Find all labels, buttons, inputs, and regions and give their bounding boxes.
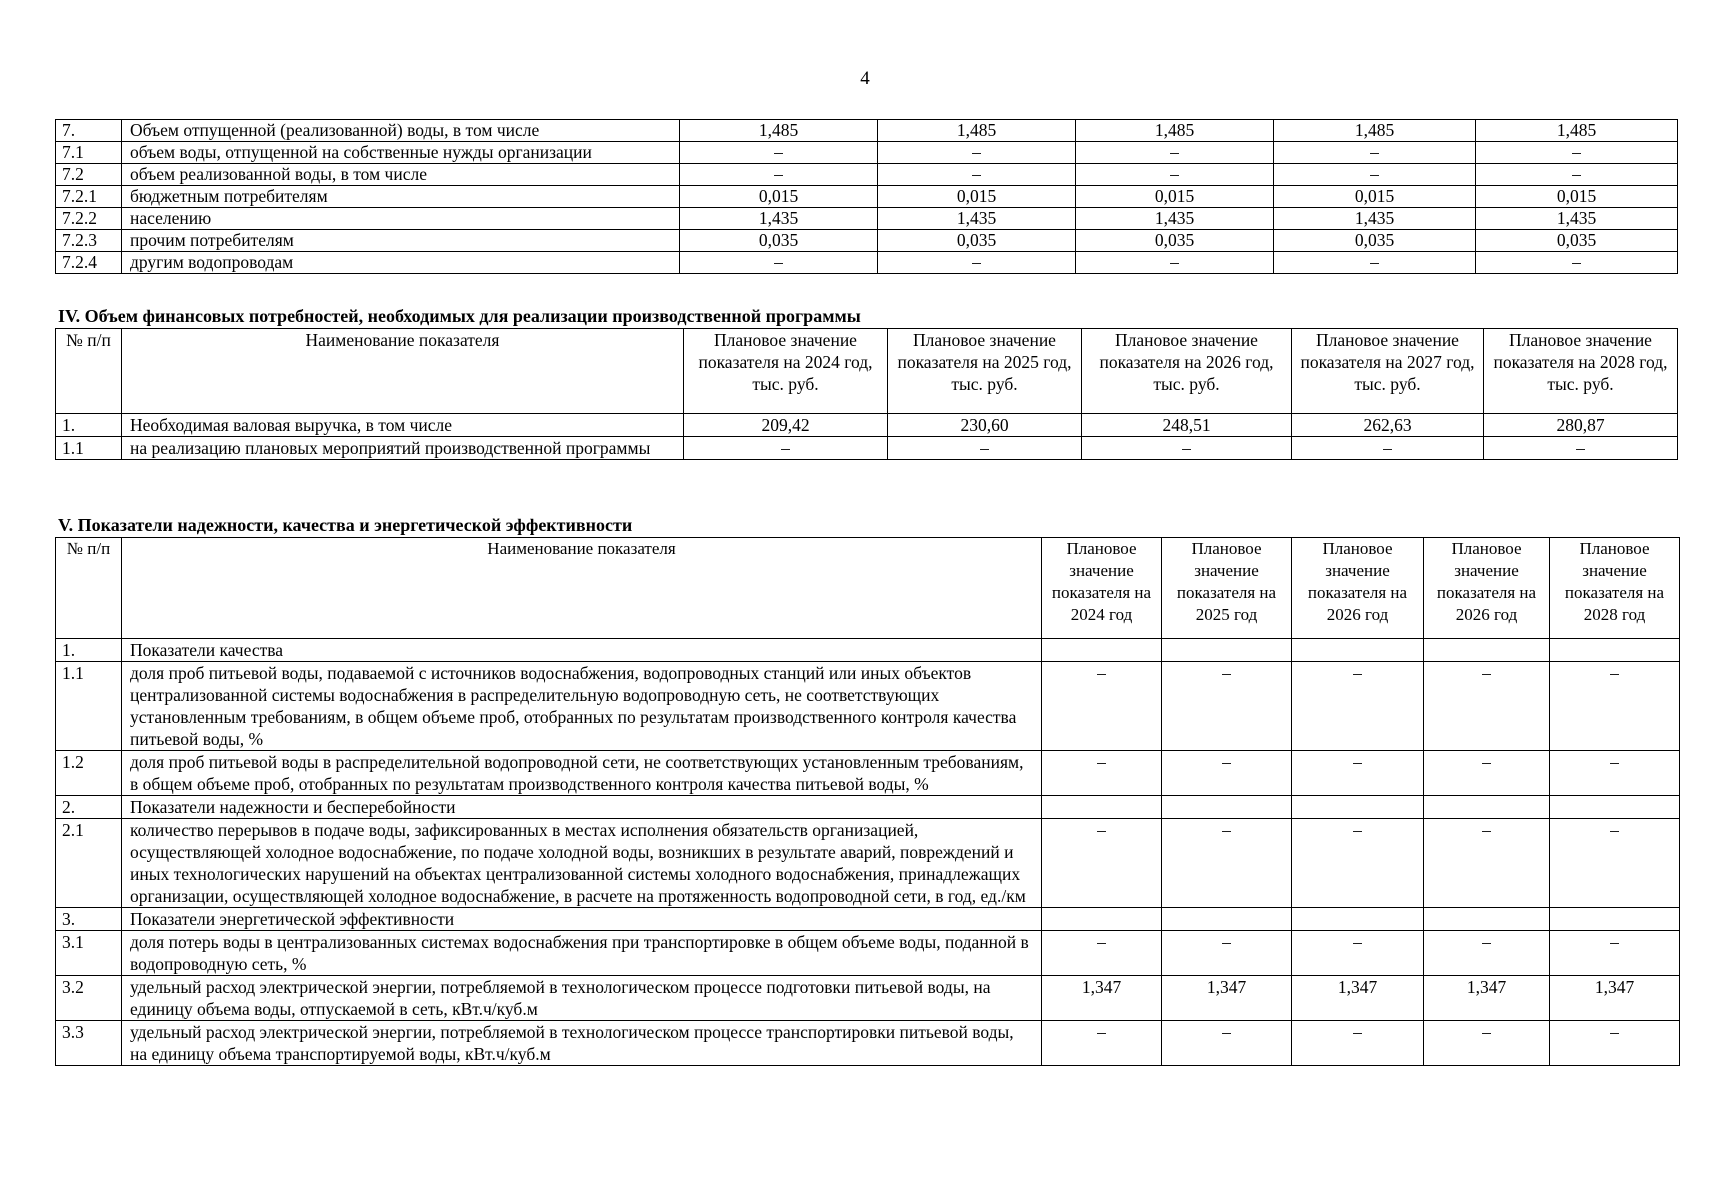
indicator-name: доля проб питьевой воды, подаваемой с источников водоснабжения, водопроводных станций или иных объектов централизованной системы водоснабжения в распределительную водопроводную сеть, не соответствующих установленным требованиям, в общем объеме проб, отобранных по результатам производственного контроля качества питьевой воды, %	[122, 662, 1042, 751]
indicator-name: Показатели энергетической эффективности	[122, 908, 1042, 931]
value-cell: 248,51	[1082, 414, 1292, 437]
water-volume-table	[55, 119, 1678, 274]
header-col: Плановое значение показателя на 2026 год, тыс. руб.	[1082, 329, 1292, 414]
table-row	[56, 662, 1680, 751]
value-cell: –	[1042, 1021, 1162, 1066]
value-cell: –	[1550, 819, 1680, 908]
header-col: Плановое значение показателя на 2028 год	[1550, 538, 1680, 639]
value-cell	[1042, 796, 1162, 819]
value-cell: 1,435	[680, 208, 878, 230]
header-col: Плановое значение показателя на 2024 год, тыс. руб.	[684, 329, 888, 414]
value-cell: –	[1292, 662, 1424, 751]
value-cell	[1162, 796, 1292, 819]
indicator-name: количество перерывов в подаче воды, зафиксированных в местах исполнения обязательств организацией, осуществляющей холодное водоснабжение, по подаче холодной воды, возникших в результате аварий, повреждений и иных технологических нарушений на объектах централизованной системы холодного водоснабжения, принадлежащих организации, осуществляющей холодное водоснабжение, в расчете на протяженность водопроводной сети, в год, ед./км	[122, 819, 1042, 908]
value-cell: –	[1076, 252, 1274, 274]
value-cell	[1424, 796, 1550, 819]
indicator-name: удельный расход электрической энергии, потребляемой в технологическом процессе транспортировки питьевой воды, на единицу объема транспортируемой воды, кВт.ч/куб.м	[122, 1021, 1042, 1066]
row-number: 7.	[56, 120, 122, 142]
value-cell: –	[1274, 252, 1476, 274]
indicator-name: другим водопроводам	[122, 252, 680, 274]
row-number: 1.2	[56, 751, 122, 796]
value-cell: –	[1424, 1021, 1550, 1066]
value-cell: –	[680, 142, 878, 164]
value-cell: 0,015	[1476, 186, 1678, 208]
value-cell: –	[1162, 931, 1292, 976]
value-cell	[1424, 639, 1550, 662]
value-cell: 1,347	[1550, 976, 1680, 1021]
value-cell: –	[1424, 662, 1550, 751]
value-cell: –	[1076, 164, 1274, 186]
row-number: 3.2	[56, 976, 122, 1021]
row-number: 7.2.2	[56, 208, 122, 230]
table-row	[56, 164, 1678, 186]
row-number: 1.1	[56, 662, 122, 751]
table-row	[56, 142, 1678, 164]
table-row	[56, 120, 1678, 142]
value-cell: 0,035	[1274, 230, 1476, 252]
value-cell: 230,60	[888, 414, 1082, 437]
header-col: Плановое значение показателя на 2024 год	[1042, 538, 1162, 639]
value-cell: 1,347	[1424, 976, 1550, 1021]
row-number: 7.2.4	[56, 252, 122, 274]
value-cell	[1292, 639, 1424, 662]
table-row	[56, 751, 1680, 796]
row-number: 1.	[56, 639, 122, 662]
indicator-name: Необходимая валовая выручка, в том числе	[122, 414, 684, 437]
value-cell: –	[1292, 1021, 1424, 1066]
table-row	[56, 414, 1678, 437]
value-cell: –	[1476, 142, 1678, 164]
row-number: 3.3	[56, 1021, 122, 1066]
value-cell: –	[878, 142, 1076, 164]
value-cell: 0,035	[680, 230, 878, 252]
header-num: № п/п	[56, 538, 122, 639]
value-cell: –	[1162, 662, 1292, 751]
value-cell: –	[878, 252, 1076, 274]
value-cell	[1162, 908, 1292, 931]
value-cell: –	[1292, 437, 1484, 460]
indicator-name: прочим потребителям	[122, 230, 680, 252]
value-cell: 0,035	[1476, 230, 1678, 252]
value-cell: 0,015	[1076, 186, 1274, 208]
value-cell: 1,435	[1076, 208, 1274, 230]
row-number: 7.1	[56, 142, 122, 164]
header-name: Наименование показателя	[122, 329, 684, 414]
value-cell: 1,347	[1042, 976, 1162, 1021]
indicator-name: доля потерь воды в централизованных системах водоснабжения при транспортировке в общем объеме воды, поданной в водопроводную сеть, %	[122, 931, 1042, 976]
table-row	[56, 252, 1678, 274]
value-cell	[1042, 908, 1162, 931]
value-cell: –	[1274, 142, 1476, 164]
header-col: Плановое значение показателя на 2027 год, тыс. руб.	[1292, 329, 1484, 414]
value-cell: –	[1424, 751, 1550, 796]
row-number: 1.	[56, 414, 122, 437]
header-col: Плановое значение показателя на 2028 год, тыс. руб.	[1484, 329, 1678, 414]
value-cell	[1550, 796, 1680, 819]
value-cell	[1042, 639, 1162, 662]
table-row	[56, 819, 1680, 908]
value-cell	[1162, 639, 1292, 662]
value-cell: –	[1476, 252, 1678, 274]
row-number: 3.	[56, 908, 122, 931]
value-cell: 1,485	[1476, 120, 1678, 142]
value-cell: –	[1292, 819, 1424, 908]
page-number: 4	[860, 68, 870, 89]
value-cell: –	[680, 252, 878, 274]
value-cell: 1,485	[878, 120, 1076, 142]
header-row	[56, 329, 1678, 414]
value-cell: –	[1550, 1021, 1680, 1066]
table-row	[56, 908, 1680, 931]
row-number: 2.	[56, 796, 122, 819]
header-num: № п/п	[56, 329, 122, 414]
value-cell: 1,347	[1292, 976, 1424, 1021]
value-cell	[1424, 908, 1550, 931]
indicator-name: удельный расход электрической энергии, потребляемой в технологическом процессе подготовки питьевой воды, на единицу объема воды, отпускаемой в сеть, кВт.ч/куб.м	[122, 976, 1042, 1021]
value-cell: –	[1162, 1021, 1292, 1066]
value-cell: –	[1550, 662, 1680, 751]
value-cell: 0,015	[1274, 186, 1476, 208]
value-cell: 0,035	[1076, 230, 1274, 252]
indicator-name: бюджетным потребителям	[122, 186, 680, 208]
table-row	[56, 796, 1680, 819]
value-cell: –	[878, 164, 1076, 186]
row-number: 7.2	[56, 164, 122, 186]
value-cell: –	[1274, 164, 1476, 186]
table-row	[56, 208, 1678, 230]
value-cell	[1550, 639, 1680, 662]
value-cell: –	[1162, 819, 1292, 908]
section4-title: IV. Объем финансовых потребностей, необходимых для реализации производственной программы	[58, 306, 861, 326]
table-row	[56, 186, 1678, 208]
value-cell: 262,63	[1292, 414, 1484, 437]
row-number: 7.2.1	[56, 186, 122, 208]
value-cell: –	[1476, 164, 1678, 186]
table-row	[56, 1021, 1680, 1066]
value-cell: 0,015	[878, 186, 1076, 208]
value-cell: –	[888, 437, 1082, 460]
value-cell	[1292, 908, 1424, 931]
value-cell: –	[1082, 437, 1292, 460]
indicator-name: Показатели надежности и бесперебойности	[122, 796, 1042, 819]
value-cell: 0,035	[878, 230, 1076, 252]
indicator-name: на реализацию плановых мероприятий производственной программы	[122, 437, 684, 460]
value-cell: –	[1162, 751, 1292, 796]
indicator-name: населению	[122, 208, 680, 230]
indicator-name: Объем отпущенной (реализованной) воды, в том числе	[122, 120, 680, 142]
table-row	[56, 976, 1680, 1021]
value-cell: –	[1484, 437, 1678, 460]
value-cell: –	[1042, 662, 1162, 751]
table-row	[56, 230, 1678, 252]
header-col: Плановое значение показателя на 2025 год, тыс. руб.	[888, 329, 1082, 414]
value-cell: –	[1550, 751, 1680, 796]
row-number: 2.1	[56, 819, 122, 908]
row-number: 3.1	[56, 931, 122, 976]
value-cell: 1,347	[1162, 976, 1292, 1021]
reliability-quality-table	[55, 537, 1680, 1066]
header-col: Плановое значение показателя на 2026 год	[1292, 538, 1424, 639]
value-cell: –	[1292, 751, 1424, 796]
value-cell: 209,42	[684, 414, 888, 437]
indicator-name: объем реализованной воды, в том числе	[122, 164, 680, 186]
financial-needs-table	[55, 328, 1678, 460]
row-number: 7.2.3	[56, 230, 122, 252]
value-cell	[1292, 796, 1424, 819]
value-cell: –	[1424, 819, 1550, 908]
value-cell: 1,485	[1274, 120, 1476, 142]
section5-title: V. Показатели надежности, качества и энергетической эффективности	[58, 515, 633, 535]
value-cell: –	[1424, 931, 1550, 976]
value-cell: 1,435	[1274, 208, 1476, 230]
value-cell: 0,015	[680, 186, 878, 208]
indicator-name: Показатели качества	[122, 639, 1042, 662]
value-cell: 280,87	[1484, 414, 1678, 437]
value-cell: –	[1042, 931, 1162, 976]
table-row	[56, 437, 1678, 460]
value-cell: 1,485	[1076, 120, 1274, 142]
value-cell: 1,435	[878, 208, 1076, 230]
value-cell: –	[680, 164, 878, 186]
header-row	[56, 538, 1680, 639]
value-cell: –	[1292, 931, 1424, 976]
table-row	[56, 931, 1680, 976]
value-cell: 1,485	[680, 120, 878, 142]
value-cell: –	[1076, 142, 1274, 164]
value-cell: –	[684, 437, 888, 460]
indicator-name: доля проб питьевой воды в распределительной водопроводной сети, не соответствующих установленным требованиям, в общем объеме проб, отобранных по результатам производственного контроля качества питьевой воды, %	[122, 751, 1042, 796]
value-cell: –	[1550, 931, 1680, 976]
value-cell: –	[1042, 819, 1162, 908]
header-name: Наименование показателя	[122, 538, 1042, 639]
indicator-name: объем воды, отпущенной на собственные нужды организации	[122, 142, 680, 164]
value-cell: 1,435	[1476, 208, 1678, 230]
value-cell	[1550, 908, 1680, 931]
table-row	[56, 639, 1680, 662]
value-cell: –	[1042, 751, 1162, 796]
header-col: Плановое значение показателя на 2026 год	[1424, 538, 1550, 639]
row-number: 1.1	[56, 437, 122, 460]
header-col: Плановое значение показателя на 2025 год	[1162, 538, 1292, 639]
